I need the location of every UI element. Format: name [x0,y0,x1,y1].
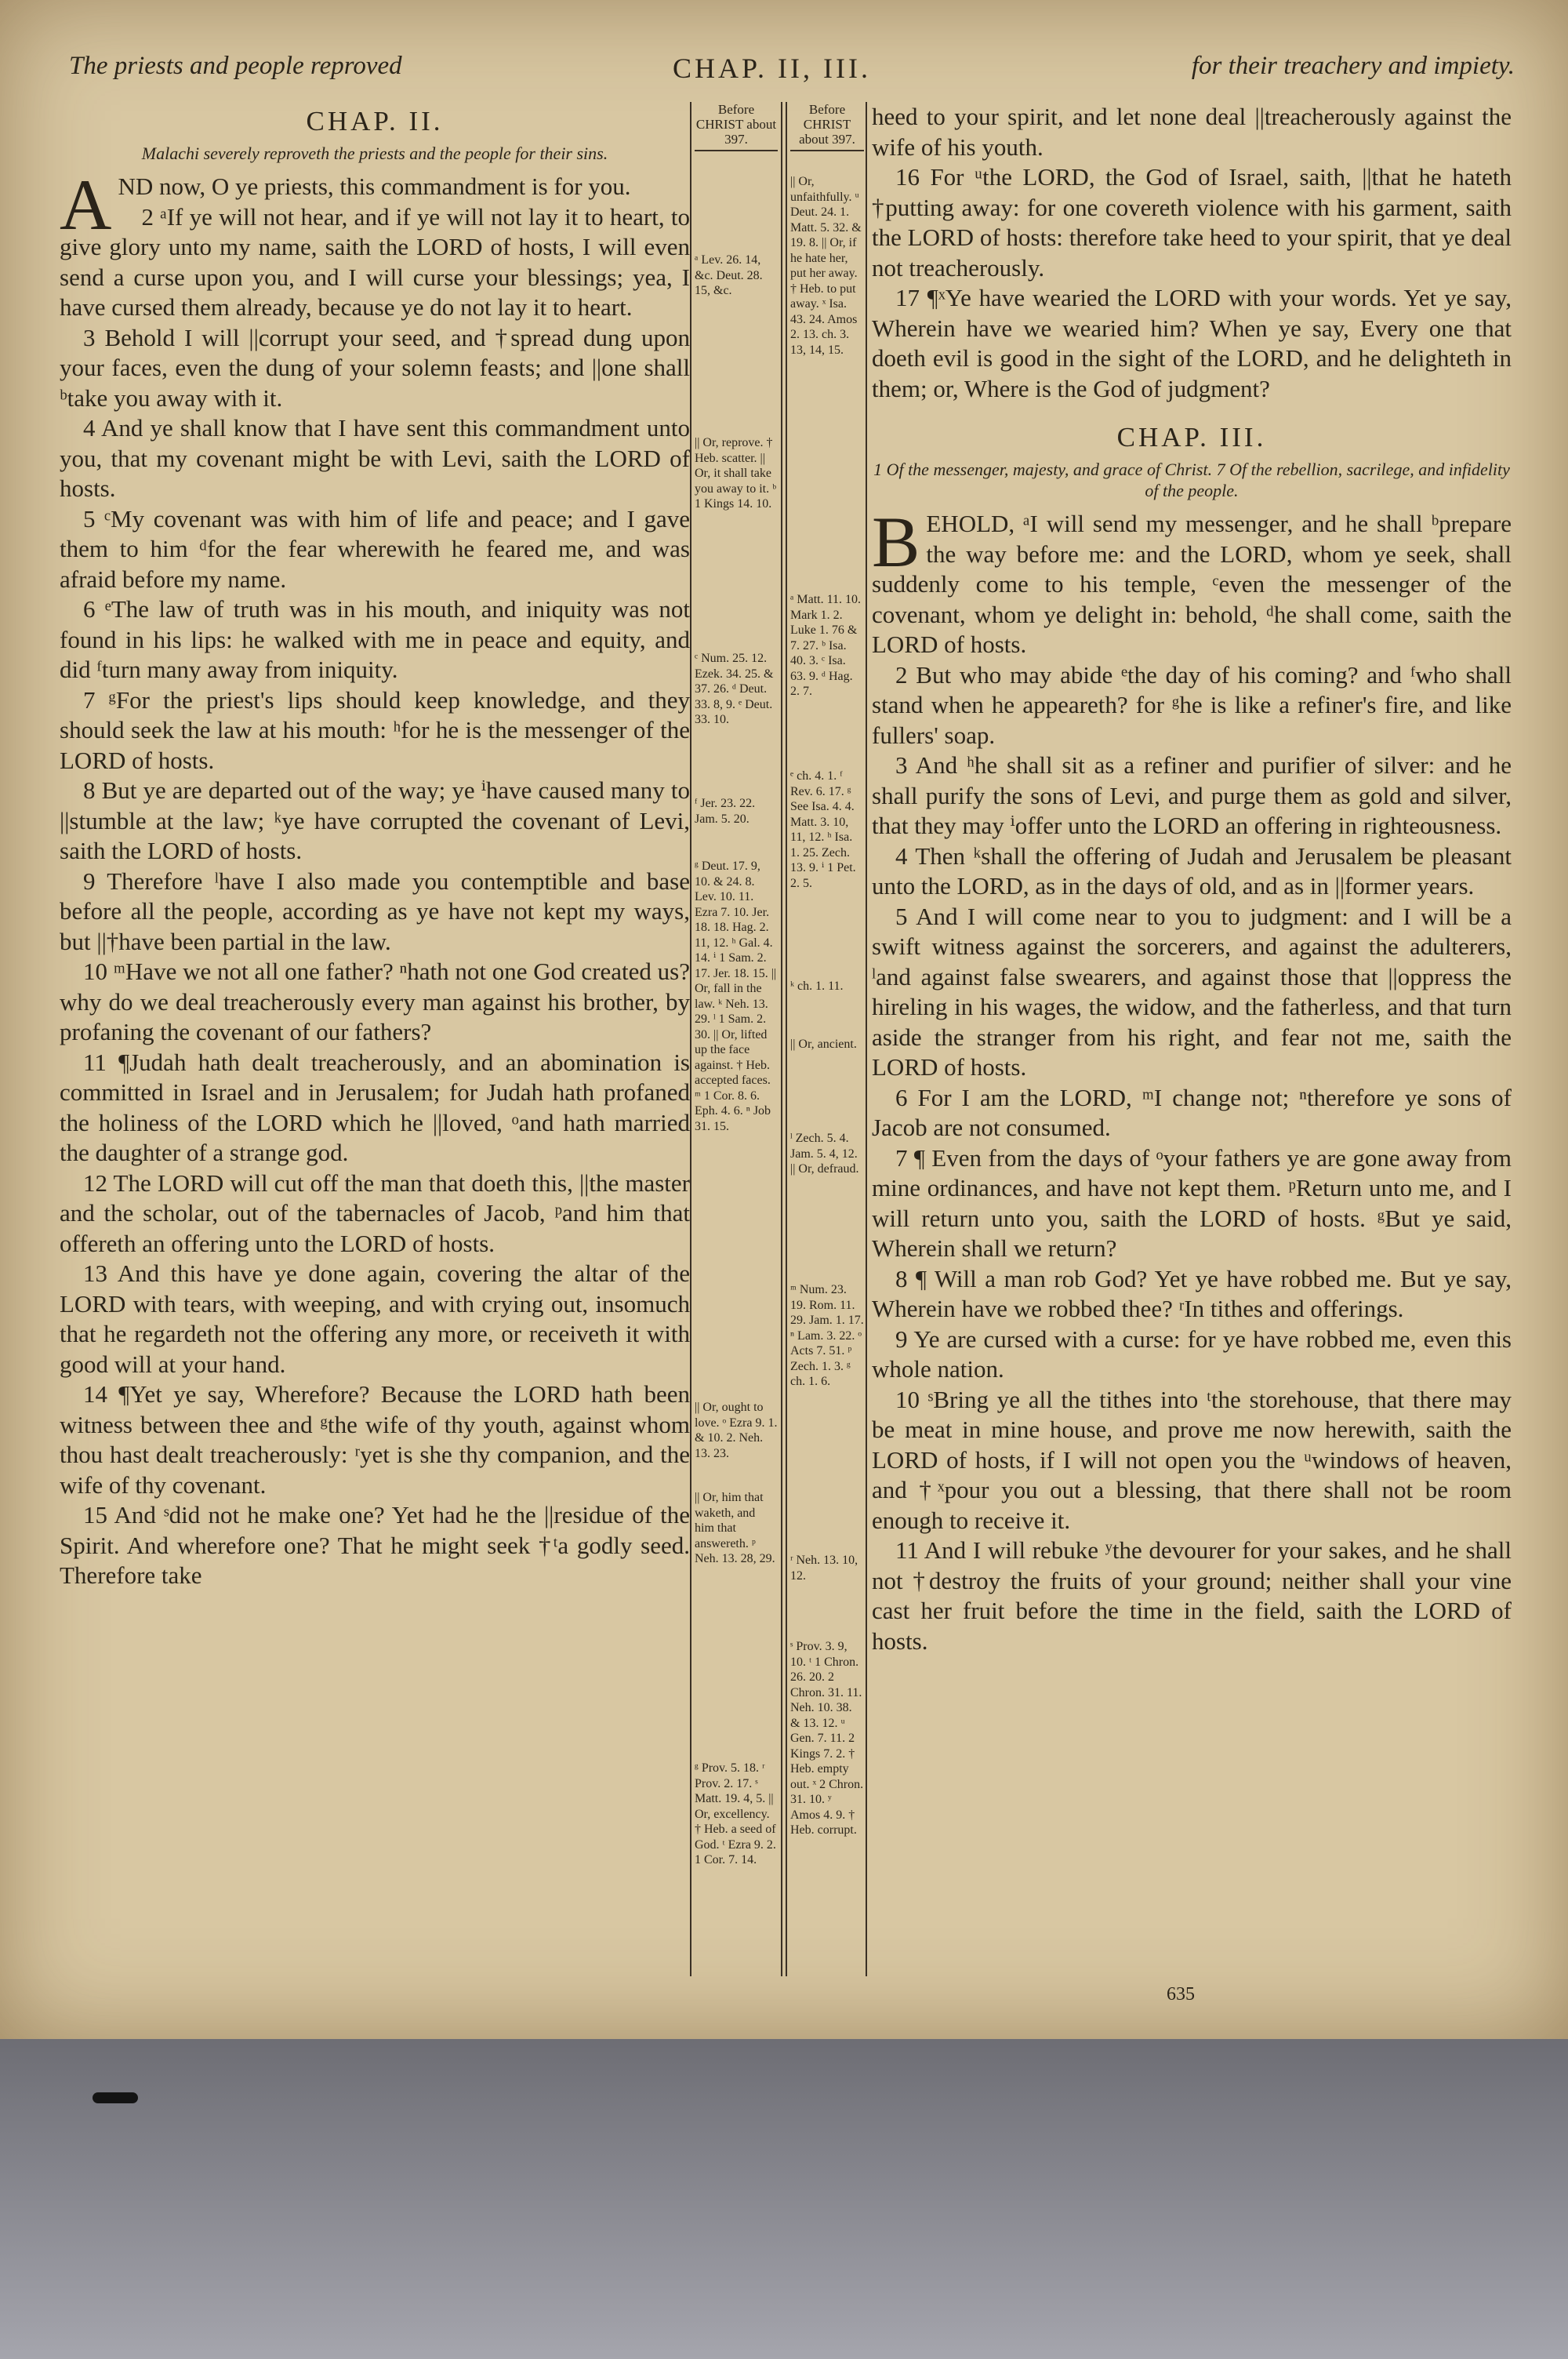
verse: 16 For ᵘthe LORD, the God of Israel, saith, ||that he hateth †putting away: for one covereth violence with his garment, saith the LORD of hosts: therefore take heed to your spirit, that ye deal not treacherously. [872,163,1512,282]
margin-note: ᵍ Prov. 5. 18. ʳ Prov. 2. 17. ˢ Matt. 19. 4, 5. || Or, excellency. † Heb. a seed of God. ᵗ Ezra 9. 2. 1 Cor. 7. 14. [695,1761,776,1866]
verse: 10 ᵐHave we not all one father? ⁿhath not one God created us? why do we deal treacherously every man against his brother, by profaning the covenant of our fathers? [60,958,690,1045]
verse: 17 ¶ˣYe have wearied the LORD with your words. Yet ye say, Wherein have we wearied him? When ye say, Every one that doeth evil is good in the sight of the LORD, and he delighteth in them; or, Where is the God of judgment? [872,284,1512,402]
verse: 8 But ye are departed out of the way; ye ⁱhave caused many to ||stumble at the law; ᵏye have corrupted the covenant of Levi, saith the LORD of hosts. [60,776,690,864]
column-rule [690,102,691,1976]
verse: 9 Ye are cursed with a curse: for ye have robbed me, even this whole nation. [872,1325,1512,1383]
verse: 4 And ye shall know that I have sent this commandment unto you, that my covenant might be with Levi, saith the LORD of hosts. [60,414,690,502]
margin-note: ʳ Neh. 13. 10, 12. [790,1554,858,1583]
margin-note: ᵐ Num. 23. 19. Rom. 11. 29. Jam. 1. 17. ⁿ Lam. 3. 22. ᵒ Acts 7. 51. ᵖ Zech. 1. 3. ᵍ ch. 1. 6. [790,1283,864,1388]
verse: 9 Therefore ˡhave I also made you contemptible and base before all the people, according as ye have not kept my ways, but ||†have been partial in the law. [60,867,690,955]
verse: 12 The LORD will cut off the man that doeth this, ||the master and the scholar, out of the tabernacles of Jacob, ᵖand him that offereth an offering unto the LORD of hosts. [60,1169,690,1257]
chapter-3-summary: 1 Of the messenger, majesty, and grace of Christ. 7 Of the rebellion, sacrilege, and infidelity of the people. [873,460,1510,500]
margin-note: ᵃ Matt. 11. 10. Mark 1. 2. Luke 1. 76 & 7. 27. ᵇ Isa. 40. 3. ᶜ Isa. 63. 9. ᵈ Hag. 2. 7. [790,593,861,698]
verse: 7 ᵍFor the priest's lips should keep knowledge, and they should seek the law at his mouth: ʰfor he is the messenger of the LORD of hosts. [60,685,690,774]
verse: 5 And I will come near to you to judgment: and I will be a swift witness against the sorcerers, and against the adulterers, ˡand against false swearers, and against those that ||oppress the hireling in his wages, the widow, and the fatherless, and that turn aside the stranger from his right, and fear not me, saith the LORD of hosts. [872,902,1512,1081]
verse-1: AND now, O ye priests, this commandment is for you. [60,165,631,245]
left-text-column [60,100,690,1591]
chapter-3-title: CHAP. III. [1116,422,1267,453]
verse: 11 And I will rebuke ʸthe devourer for your sakes, and he shall not †destroy the fruits of your ground; neither shall your vine cast her fruit before the time in the field, saith the LORD of hosts. [872,1536,1512,1655]
verse: 3 Behold I will ||corrupt your seed, and †spread dung upon your faces, even the dung of your solemn feasts; and ||one shall ᵇtake you away with it. [60,323,690,412]
margin-note: ˡ Zech. 5. 4. Jam. 5. 4, 12. || Or, defraud. [790,1132,859,1176]
verse: 13 And this have ye done again, covering the altar of the LORD with tears, with weeping, and with crying out, insomuch that he regardeth not the offering any more, or receiveth it with good will at your hand. [60,1259,690,1378]
running-header-chapter: CHAP. II, III. [673,53,871,84]
right-text-column [872,102,1512,1656]
margin-date-header: Before CHRIST about 397. [695,102,778,151]
margin-note: || Or, reprove. † Heb. scatter. || Or, it shall take you away to it. ᵇ 1 Kings 14. 10. [695,436,777,511]
margin-note: || Or, ought to love. ᵒ Ezra 9. 1. & 10. 2. Neh. 13. 23. [695,1401,778,1460]
verse: 2 ᵃIf ye will not hear, and if ye will not lay it to heart, to give glory unto my name, saith the LORD of hosts, I will even send a curse upon you, and I will curse your blessings; yea, I have cursed them already, because ye do not lay it to heart. [60,202,690,321]
dark-spot [93,2092,138,2103]
verse: 8 ¶ Will a man rob God? Yet ye have robbed me. But ye say, Wherein have we robbed thee? ʳIn tithes and offerings. [872,1264,1512,1322]
chapter-2-title: CHAP. II. [306,106,444,136]
running-header-left: The priests and people reproved [69,52,402,80]
verse-continuation: heed to your spirit, and let none deal ||treacherously against the wife of his youth. [872,103,1512,161]
verse: 4 Then ᵏshall the offering of Judah and Jerusalem be pleasant unto the LORD, as in the days of old, and as in ||former years. [872,841,1512,900]
margin-note: ᶠ Jer. 23. 22. Jam. 5. 20. [695,797,756,826]
margin-note: ᵍ Deut. 17. 9, 10. & 24. 8. Lev. 10. 11. Ezra 7. 10. Jer. 18. 18. Hag. 2. 11, 12. ʰ Gal. 4. 14. ⁱ 1 Sam. 2. 17. Jer. 18. 15. || Or, fall in the law. ᵏ Neh. 13. 29. ˡ 1 Sam. 2. 30. || Or, lifted up the face against. † Heb. accepted faces. ᵐ 1 Cor. 8. 6. Eph. 4. 6. ⁿ Job 31. 15. [695,860,777,1133]
right-margin-notes [790,102,864,1976]
margin-note: ᵏ ch. 1. 11. [790,980,844,993]
verse: 15 And ˢdid not he make one? Yet had he the ||residue of the Spirit. And wherefore one? That he might seek †ᵗa godly seed. Therefore take [60,1501,690,1589]
table-surface [0,2039,1568,2359]
verse: 10 ˢBring ye all the tithes into ᵗthe storehouse, that there may be meat in mine house, and prove me now herewith, saith the LORD of hosts, if I will not open you the ᵘwindows of heaven, and †ˣpour you out a blessing, that there shall not be room enough to receive it. [872,1385,1512,1534]
left-margin-notes [695,102,778,1976]
verse: 6 For I am the LORD, ᵐI change not; ⁿtherefore ye sons of Jacob are not consumed. [872,1083,1512,1141]
verse: 5 ᶜMy covenant was with him of life and peace; and I gave them to him ᵈfor the fear wherewith he feared me, and was afraid before my name. [60,504,690,593]
verse: 11 ¶Judah hath dealt treacherously, and an abomination is committed in Israel and in Jerusalem; for Judah hath profaned the holiness of the LORD which he ||loved, ᵒand hath married the daughter of a strange god. [60,1048,690,1166]
margin-date-header: Before CHRIST about 397. [790,102,864,151]
margin-note: ᵉ ch. 4. 1. ᶠ Rev. 6. 17. ᵍ See Isa. 4. 4. Matt. 3. 10, 11, 12. ʰ Isa. 1. 25. Zech. 13. 9. ⁱ 1 Pet. 2. 5. [790,769,856,890]
drop-cap: A [60,165,112,245]
verse: 6 ᵉThe law of truth was in his mouth, and iniquity was not found in his lips: he walked with me in peace and equity, and did ᶠturn many away from iniquity. [60,595,690,683]
margin-note: || Or, him that waketh, and him that answereth. ᵖ Neh. 13. 28, 29. [695,1491,775,1565]
margin-note: ᶜ Num. 25. 12. Ezek. 34. 25. & 37. 26. ᵈ Deut. 33. 8, 9. ᵉ Deut. 33. 10. [695,652,774,726]
verse: 2 But who may abide ᵉthe day of his coming? and ᶠwho shall stand when he appeareth? for ᵍhe is like a refiner's fire, and like fullers' soap. [872,660,1512,749]
margin-note: || Or, unfaithfully. ᵘ Deut. 24. 1. Matt. 5. 32. & 19. 8. || Or, if he hate her, put her away. † Heb. to put away. ˣ Isa. 43. 24. Amos 2. 13. ch. 3. 13, 14, 15. [790,175,862,357]
drop-cap: B [872,502,920,582]
margin-note: ˢ Prov. 3. 9, 10. ᵗ 1 Chron. 26. 20. 2 Chron. 31. 11. Neh. 10. 38. & 13. 12. ᵘ Gen. 7. 11. 2 Kings 7. 2. † Heb. empty out. ˣ 2 Chron. 31. 10. ʸ Amos 4. 9. † Heb. corrupt. [790,1640,864,1837]
verse: 14 ¶Yet ye say, Wherefore? Because the LORD hath been witness between thee and ᵍthe wife of thy youth, against whom thou hast dealt treacherously: ʳyet is she thy companion, and the wife of thy covenant. [60,1380,690,1499]
page-number: 635 [1167,1984,1195,2005]
column-rule [866,102,867,1976]
margin-note: ᵃ Lev. 26. 14, &c. Deut. 28. 15, &c. [695,253,763,297]
column-rule [781,102,782,1976]
verse: 3 And ʰhe shall sit as a refiner and purifier of silver: and he shall purify the sons of Levi, and purge them as gold and silver, that they may ⁱoffer unto the LORD an offering in righteousness. [872,751,1512,839]
chapter-2-summary: Malachi severely reproveth the priests and the people for their sins. [141,144,608,163]
verse: 7 ¶ Even from the days of ᵒyour fathers ye are gone away from mine ordinances, and have not kept them. ᵖReturn unto me, and I will return unto you, saith the LORD of hosts. ᵍBut ye said, Wherein shall we return? [872,1143,1512,1262]
running-header-right: for their treachery and impiety. [1191,52,1515,80]
verse-1: BEHOLD, ᵃI will send my messenger, and he shall ᵇprepare the way before me: and the LORD, whom ye seek, shall suddenly come to his temple, ᶜeven the messenger of the covenant, whom ye delight in: behold, ᵈhe shall come, saith the LORD of hosts. [872,502,1512,658]
column-rule [786,102,787,1976]
margin-note: || Or, ancient. [790,1038,857,1051]
